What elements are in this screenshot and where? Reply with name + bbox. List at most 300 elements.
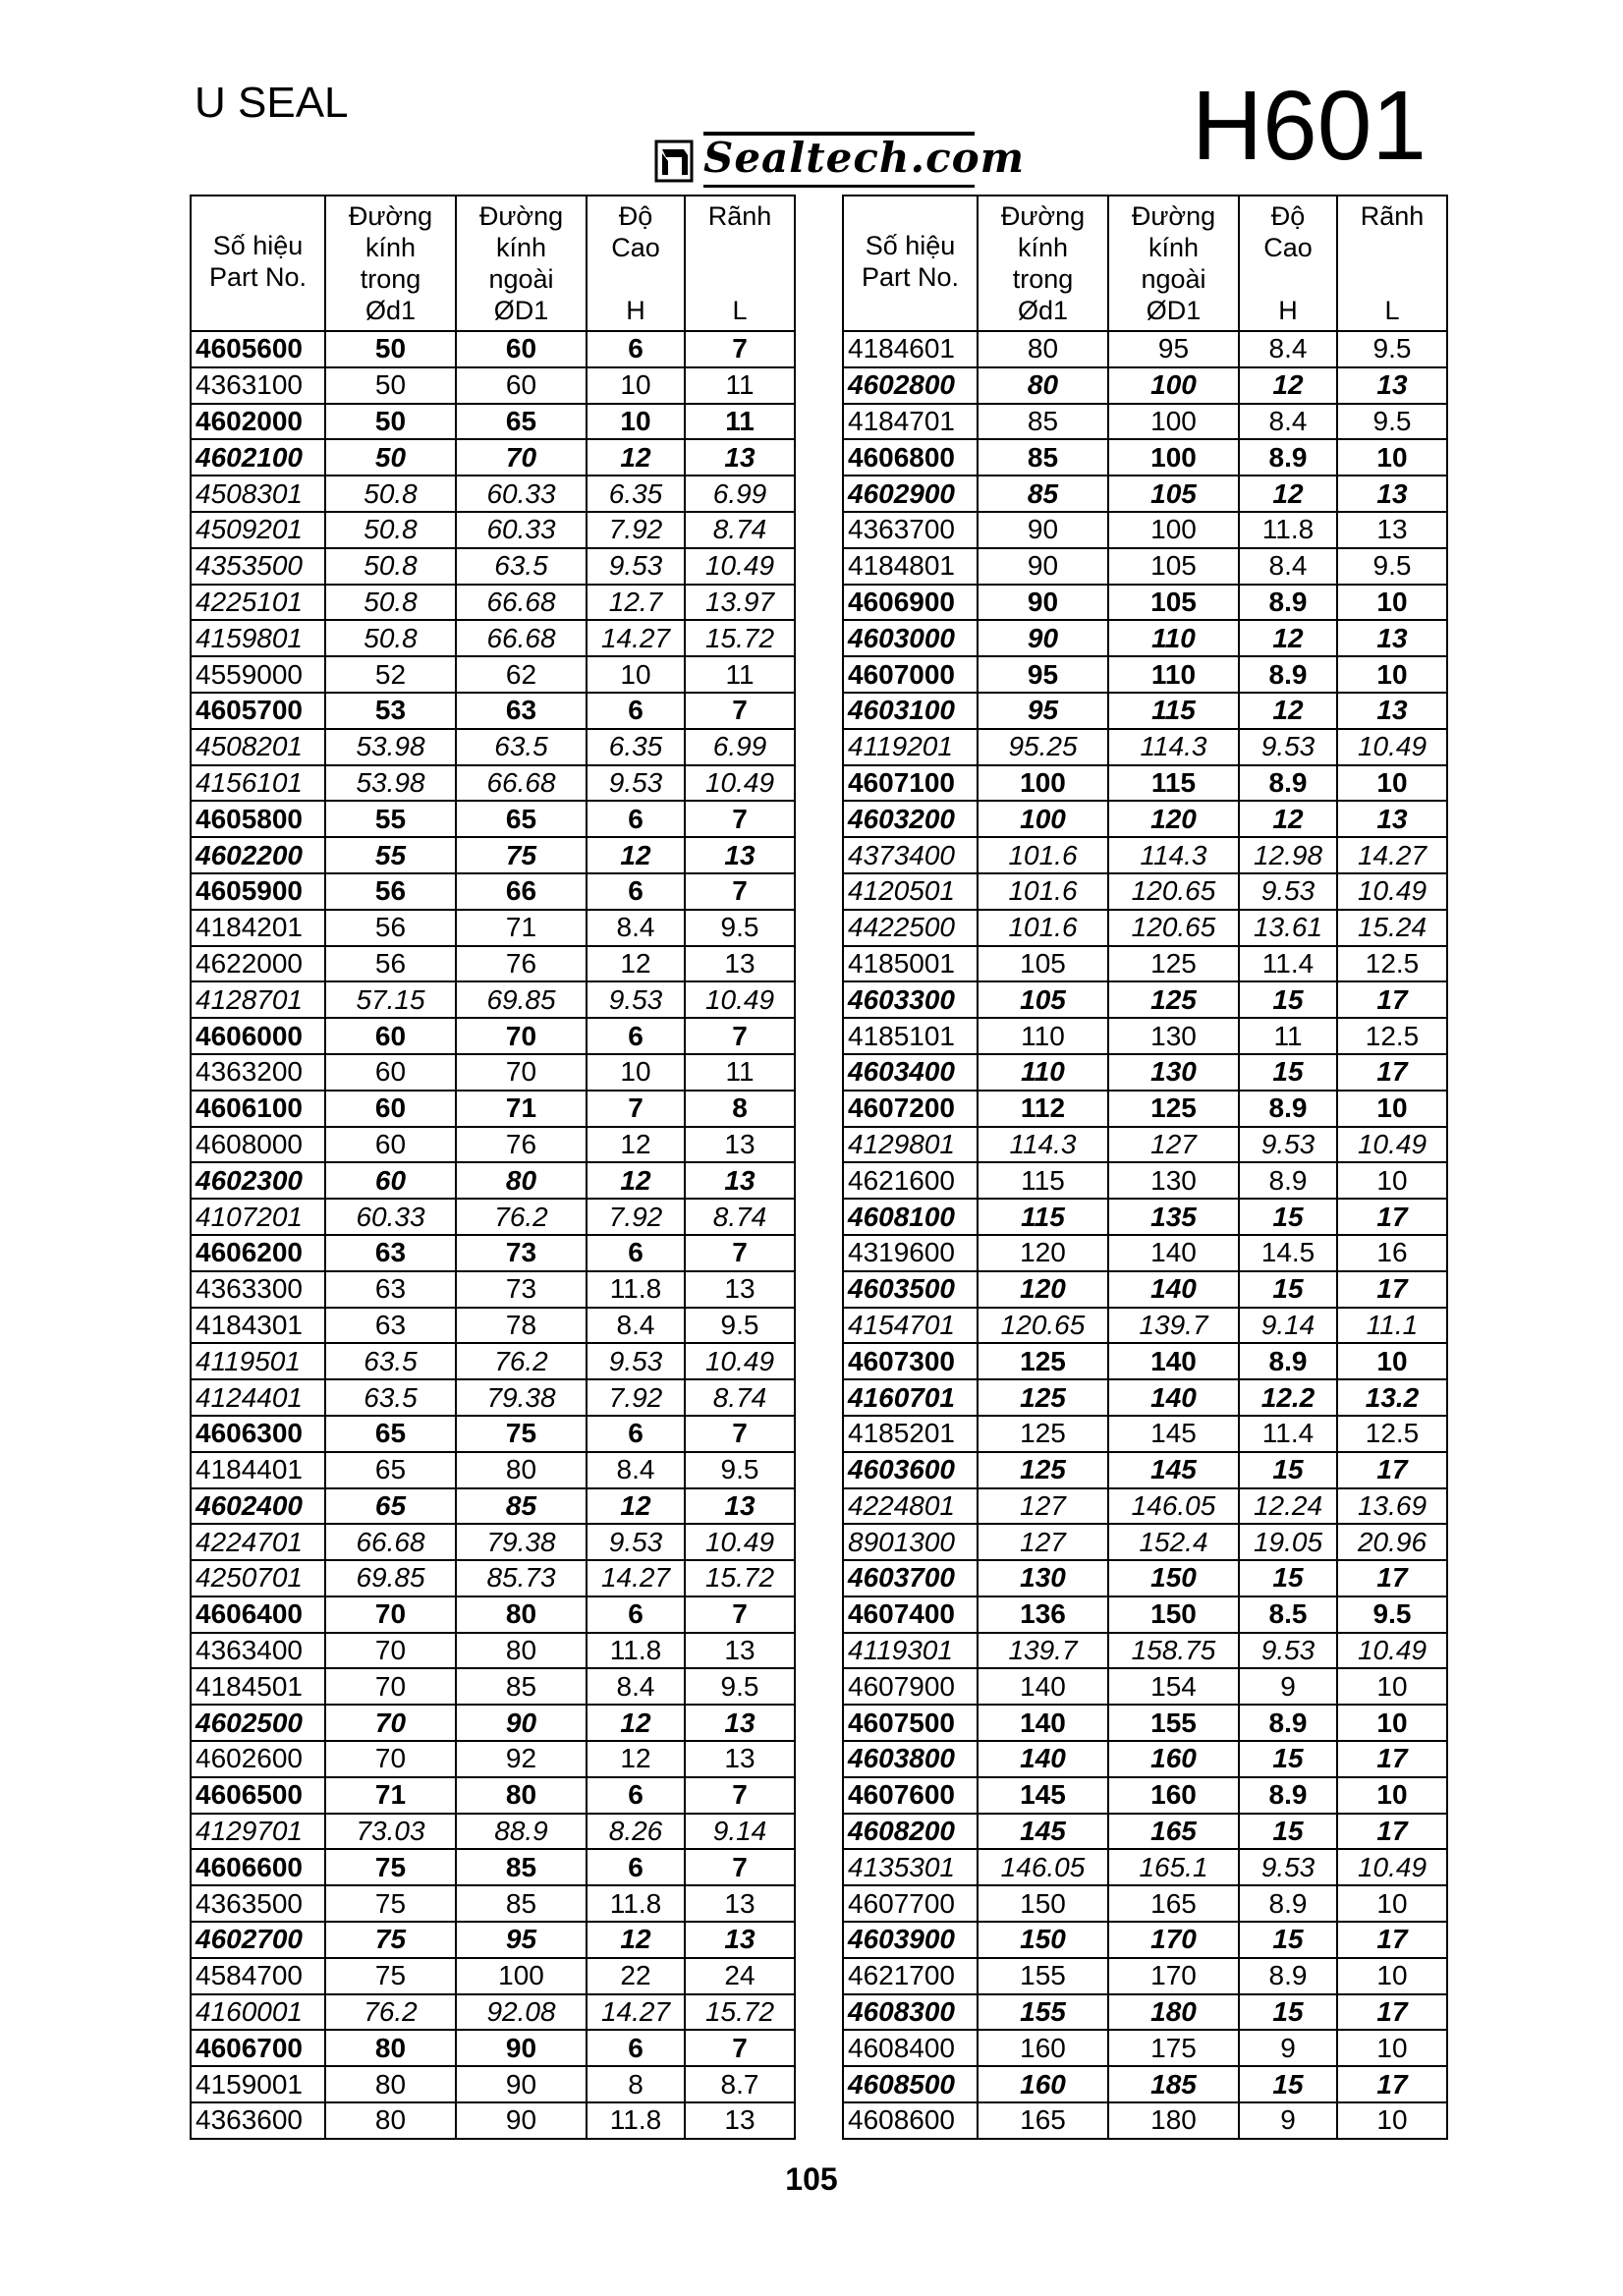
- height-cell: 8.4: [587, 1668, 685, 1705]
- table-row: [191, 1271, 795, 1308]
- height-cell: 7.92: [587, 1379, 685, 1416]
- table-row: [191, 1162, 795, 1199]
- table-row: [843, 729, 1447, 765]
- table-row: [191, 620, 795, 656]
- inner-diameter-cell: 76.2: [325, 1994, 456, 2031]
- part-no-cell: 4129801: [843, 1127, 978, 1163]
- inner-diameter-cell: 90: [978, 620, 1108, 656]
- part-no-cell: 4603700: [843, 1560, 978, 1596]
- height-cell: 8.9: [1239, 1885, 1337, 1922]
- groove-cell: 8.74: [685, 1199, 795, 1235]
- table-row: [843, 1849, 1447, 1885]
- height-cell: 12: [587, 837, 685, 873]
- inner-diameter-cell: 65: [325, 1416, 456, 1452]
- logo-rule-bottom: [703, 185, 975, 188]
- groove-cell: 13: [685, 1271, 795, 1308]
- product-code: H601: [1191, 71, 1427, 181]
- part-no-cell: 4602800: [843, 367, 978, 404]
- table-row: [191, 1596, 795, 1633]
- groove-cell: 12.5: [1337, 946, 1447, 982]
- height-cell: 8.9: [1239, 1777, 1337, 1814]
- height-cell: 6: [587, 331, 685, 367]
- outer-diameter-cell: 85: [456, 1885, 587, 1922]
- height-cell: 10: [587, 404, 685, 440]
- outer-diameter-cell: 100: [1108, 512, 1239, 548]
- part-no-cell: 4608400: [843, 2030, 978, 2066]
- height-cell: 12.7: [587, 585, 685, 621]
- part-no-cell: 4509201: [191, 512, 325, 548]
- part-no-cell: 4184701: [843, 404, 978, 440]
- inner-diameter-cell: 60.33: [325, 1199, 456, 1235]
- part-no-cell: 4508301: [191, 476, 325, 512]
- outer-diameter-cell: 79.38: [456, 1524, 587, 1560]
- part-no-cell: 4363600: [191, 2102, 325, 2139]
- outer-diameter-cell: 120.65: [1108, 873, 1239, 910]
- height-cell: 6: [587, 1777, 685, 1814]
- groove-cell: 9.5: [685, 1308, 795, 1344]
- table-row: [843, 2102, 1447, 2139]
- inner-diameter-cell: 150: [978, 1922, 1108, 1958]
- table-row: [191, 1308, 795, 1344]
- table-row: [843, 1343, 1447, 1379]
- groove-cell: 12.5: [1337, 1416, 1447, 1452]
- table-row: [843, 1560, 1447, 1596]
- table-body-left: [191, 331, 795, 2139]
- inner-diameter-cell: 50.8: [325, 585, 456, 621]
- inner-diameter-cell: 120: [978, 1235, 1108, 1271]
- outer-diameter-cell: 150: [1108, 1560, 1239, 1596]
- height-cell: 6.35: [587, 729, 685, 765]
- outer-diameter-cell: 170: [1108, 1958, 1239, 1994]
- table-row: [843, 910, 1447, 946]
- inner-diameter-cell: 63.5: [325, 1379, 456, 1416]
- table-row: [843, 1127, 1447, 1163]
- outer-diameter-cell: 73: [456, 1271, 587, 1308]
- height-cell: 9.53: [1239, 1849, 1337, 1885]
- height-cell: 11.8: [587, 1271, 685, 1308]
- part-no-cell: 4606900: [843, 585, 978, 621]
- groove-cell: 13: [685, 837, 795, 873]
- inner-diameter-cell: 50.8: [325, 548, 456, 585]
- height-cell: 8.9: [1239, 656, 1337, 693]
- part-no-cell: 4602600: [191, 1741, 325, 1777]
- part-no-cell: 4119201: [843, 729, 978, 765]
- height-cell: 8.9: [1239, 585, 1337, 621]
- header-outer-diameter: Đường kính ngoài ØD1: [456, 196, 587, 331]
- height-cell: 14.5: [1239, 1235, 1337, 1271]
- header-groove: Rãnh L: [685, 196, 795, 331]
- groove-cell: 6.99: [685, 729, 795, 765]
- table-row: [843, 548, 1447, 585]
- part-no-cell: 4602500: [191, 1705, 325, 1741]
- inner-diameter-cell: 56: [325, 946, 456, 982]
- table-row: [191, 1091, 795, 1127]
- table-row: [843, 1885, 1447, 1922]
- outer-diameter-cell: 105: [1108, 585, 1239, 621]
- table-row: [191, 1741, 795, 1777]
- part-no-cell: 4602400: [191, 1488, 325, 1525]
- inner-diameter-cell: 140: [978, 1668, 1108, 1705]
- part-no-cell: 4185001: [843, 946, 978, 982]
- inner-diameter-cell: 110: [978, 1054, 1108, 1091]
- inner-diameter-cell: 75: [325, 1849, 456, 1885]
- height-cell: 8.4: [1239, 331, 1337, 367]
- part-no-cell: 4603600: [843, 1452, 978, 1488]
- part-no-cell: 4603800: [843, 1741, 978, 1777]
- groove-cell: 10: [1337, 1343, 1447, 1379]
- part-no-cell: 4607600: [843, 1777, 978, 1814]
- outer-diameter-cell: 100: [456, 1958, 587, 1994]
- inner-diameter-cell: 80: [325, 2030, 456, 2066]
- inner-diameter-cell: 53.98: [325, 729, 456, 765]
- table-row: [191, 1633, 795, 1669]
- inner-diameter-cell: 80: [978, 331, 1108, 367]
- table-row: [843, 656, 1447, 693]
- height-cell: 8.9: [1239, 1162, 1337, 1199]
- groove-cell: 13: [1337, 693, 1447, 729]
- table-row: [843, 765, 1447, 802]
- groove-cell: 11: [685, 1054, 795, 1091]
- groove-cell: 17: [1337, 2066, 1447, 2102]
- table-row: [191, 1018, 795, 1054]
- height-cell: 6.35: [587, 476, 685, 512]
- height-cell: 10: [587, 656, 685, 693]
- part-no-cell: 4160701: [843, 1379, 978, 1416]
- height-cell: 7: [587, 1091, 685, 1127]
- inner-diameter-cell: 63: [325, 1235, 456, 1271]
- groove-cell: 11: [685, 404, 795, 440]
- groove-cell: 10: [1337, 1777, 1447, 1814]
- height-cell: 12.2: [1239, 1379, 1337, 1416]
- groove-cell: 7: [685, 331, 795, 367]
- outer-diameter-cell: 65: [456, 801, 587, 837]
- table-row: [843, 1524, 1447, 1560]
- height-cell: 8.5: [1239, 1596, 1337, 1633]
- groove-cell: 10.49: [685, 1524, 795, 1560]
- inner-diameter-cell: 155: [978, 1958, 1108, 1994]
- outer-diameter-cell: 85: [456, 1849, 587, 1885]
- part-no-cell: 4603100: [843, 693, 978, 729]
- outer-diameter-cell: 175: [1108, 2030, 1239, 2066]
- sealtech-logo: [654, 132, 1026, 189]
- part-no-cell: 4225101: [191, 585, 325, 621]
- height-cell: 6: [587, 1849, 685, 1885]
- part-no-cell: 4603000: [843, 620, 978, 656]
- table-row: [191, 981, 795, 1018]
- outer-diameter-cell: 140: [1108, 1271, 1239, 1308]
- height-cell: 6: [587, 1416, 685, 1452]
- groove-cell: 13: [1337, 801, 1447, 837]
- inner-diameter-cell: 70: [325, 1741, 456, 1777]
- outer-diameter-cell: 78: [456, 1308, 587, 1344]
- inner-diameter-cell: 160: [978, 2066, 1108, 2102]
- height-cell: 12: [587, 1922, 685, 1958]
- inner-diameter-cell: 85: [978, 404, 1108, 440]
- table-row: [191, 1054, 795, 1091]
- table-row: [843, 1488, 1447, 1525]
- outer-diameter-cell: 66.68: [456, 585, 587, 621]
- part-no-cell: 4602100: [191, 439, 325, 476]
- outer-diameter-cell: 130: [1108, 1162, 1239, 1199]
- outer-diameter-cell: 79.38: [456, 1379, 587, 1416]
- header-height: Độ Cao H: [587, 196, 685, 331]
- part-no-cell: 4608500: [843, 2066, 978, 2102]
- outer-diameter-cell: 146.05: [1108, 1488, 1239, 1525]
- inner-diameter-cell: 85: [978, 439, 1108, 476]
- table-row: [843, 1596, 1447, 1633]
- page-title: U SEAL: [195, 79, 349, 127]
- inner-diameter-cell: 75: [325, 1922, 456, 1958]
- table-row: [191, 512, 795, 548]
- outer-diameter-cell: 130: [1108, 1054, 1239, 1091]
- height-cell: 12.98: [1239, 837, 1337, 873]
- height-cell: 6: [587, 2030, 685, 2066]
- height-cell: 12: [587, 1162, 685, 1199]
- outer-diameter-cell: 185: [1108, 2066, 1239, 2102]
- inner-diameter-cell: 53.98: [325, 765, 456, 802]
- table-row: [843, 2066, 1447, 2102]
- height-cell: 6: [587, 693, 685, 729]
- inner-diameter-cell: 80: [325, 2066, 456, 2102]
- outer-diameter-cell: 76.2: [456, 1343, 587, 1379]
- height-cell: 15: [1239, 1814, 1337, 1850]
- height-cell: 22: [587, 1958, 685, 1994]
- inner-diameter-cell: 56: [325, 873, 456, 910]
- header-part-no: Số hiệu Part No.: [191, 196, 325, 331]
- part-no-cell: 4184201: [191, 910, 325, 946]
- table-row: [843, 1741, 1447, 1777]
- outer-diameter-cell: 120: [1108, 801, 1239, 837]
- outer-diameter-cell: 120.65: [1108, 910, 1239, 946]
- table-row: [191, 439, 795, 476]
- groove-cell: 13: [1337, 620, 1447, 656]
- groove-cell: 13: [685, 1127, 795, 1163]
- height-cell: 15: [1239, 1199, 1337, 1235]
- height-cell: 6: [587, 1596, 685, 1633]
- groove-cell: 7: [685, 1416, 795, 1452]
- part-no-cell: 4185201: [843, 1416, 978, 1452]
- part-no-cell: 4607300: [843, 1343, 978, 1379]
- part-no-cell: 4184801: [843, 548, 978, 585]
- table-row: [191, 331, 795, 367]
- groove-cell: 13: [685, 1162, 795, 1199]
- height-cell: 8.9: [1239, 1091, 1337, 1127]
- outer-diameter-cell: 152.4: [1108, 1524, 1239, 1560]
- part-no-cell: 4603200: [843, 801, 978, 837]
- groove-cell: 9.5: [1337, 404, 1447, 440]
- part-no-cell: 4559000: [191, 656, 325, 693]
- inner-diameter-cell: 66.68: [325, 1524, 456, 1560]
- table-row: [843, 1271, 1447, 1308]
- part-no-cell: 4603500: [843, 1271, 978, 1308]
- groove-cell: 10: [1337, 1885, 1447, 1922]
- groove-cell: 13.97: [685, 585, 795, 621]
- outer-diameter-cell: 158.75: [1108, 1633, 1239, 1669]
- height-cell: 9.53: [1239, 729, 1337, 765]
- height-cell: 12: [1239, 620, 1337, 656]
- outer-diameter-cell: 85: [456, 1668, 587, 1705]
- inner-diameter-cell: 56: [325, 910, 456, 946]
- inner-diameter-cell: 65: [325, 1488, 456, 1525]
- groove-cell: 7: [685, 1235, 795, 1271]
- groove-cell: 10: [1337, 765, 1447, 802]
- outer-diameter-cell: 66.68: [456, 765, 587, 802]
- table-row: [843, 512, 1447, 548]
- outer-diameter-cell: 60.33: [456, 512, 587, 548]
- inner-diameter-cell: 50: [325, 367, 456, 404]
- groove-cell: 20.96: [1337, 1524, 1447, 1560]
- groove-cell: 15.72: [685, 1560, 795, 1596]
- outer-diameter-cell: 125: [1108, 981, 1239, 1018]
- inner-diameter-cell: 95: [978, 656, 1108, 693]
- height-cell: 9.53: [587, 981, 685, 1018]
- outer-diameter-cell: 85.73: [456, 1560, 587, 1596]
- outer-diameter-cell: 80: [456, 1162, 587, 1199]
- groove-cell: 15.72: [685, 1994, 795, 2031]
- table-row: [191, 367, 795, 404]
- table-row: [191, 2102, 795, 2139]
- inner-diameter-cell: 90: [978, 585, 1108, 621]
- part-no-cell: 4373400: [843, 837, 978, 873]
- inner-diameter-cell: 50.8: [325, 512, 456, 548]
- groove-cell: 13: [685, 1633, 795, 1669]
- outer-diameter-cell: 75: [456, 1416, 587, 1452]
- inner-diameter-cell: 130: [978, 1560, 1108, 1596]
- table-row: [191, 910, 795, 946]
- outer-diameter-cell: 140: [1108, 1235, 1239, 1271]
- height-cell: 15: [1239, 1054, 1337, 1091]
- part-no-cell: 4184601: [843, 331, 978, 367]
- table-row: [191, 1560, 795, 1596]
- outer-diameter-cell: 125: [1108, 946, 1239, 982]
- groove-cell: 17: [1337, 1560, 1447, 1596]
- table-row: [843, 1162, 1447, 1199]
- outer-diameter-cell: 180: [1108, 1994, 1239, 2031]
- height-cell: 9.53: [587, 1524, 685, 1560]
- inner-diameter-cell: 57.15: [325, 981, 456, 1018]
- height-cell: 7.92: [587, 512, 685, 548]
- table-row: [191, 946, 795, 982]
- outer-diameter-cell: 65: [456, 404, 587, 440]
- outer-diameter-cell: 90: [456, 2066, 587, 2102]
- part-no-cell: 4363100: [191, 367, 325, 404]
- height-cell: 9.53: [587, 548, 685, 585]
- table-row: [843, 873, 1447, 910]
- groove-cell: 9.5: [685, 1452, 795, 1488]
- groove-cell: 7: [685, 1018, 795, 1054]
- groove-cell: 10.49: [1337, 1849, 1447, 1885]
- groove-cell: 9.5: [1337, 331, 1447, 367]
- table-row: [191, 1885, 795, 1922]
- table-row: [843, 946, 1447, 982]
- table-row: [191, 873, 795, 910]
- height-cell: 8.9: [1239, 1958, 1337, 1994]
- outer-diameter-cell: 76: [456, 1127, 587, 1163]
- table-header: [843, 196, 1447, 331]
- part-no-cell: 4159001: [191, 2066, 325, 2102]
- inner-diameter-cell: 52: [325, 656, 456, 693]
- groove-cell: 8.74: [685, 512, 795, 548]
- inner-diameter-cell: 90: [978, 548, 1108, 585]
- table-row: [843, 1633, 1447, 1669]
- height-cell: 9.14: [1239, 1308, 1337, 1344]
- groove-cell: 10.49: [1337, 873, 1447, 910]
- table-row: [191, 1994, 795, 2031]
- part-no-cell: 4606400: [191, 1596, 325, 1633]
- inner-diameter-cell: 125: [978, 1379, 1108, 1416]
- inner-diameter-cell: 63: [325, 1271, 456, 1308]
- outer-diameter-cell: 100: [1108, 439, 1239, 476]
- height-cell: 7.92: [587, 1199, 685, 1235]
- part-no-cell: 4602200: [191, 837, 325, 873]
- table-row: [191, 1416, 795, 1452]
- part-no-cell: 4621700: [843, 1958, 978, 1994]
- height-cell: 9: [1239, 2102, 1337, 2139]
- outer-diameter-cell: 114.3: [1108, 729, 1239, 765]
- table-row: [191, 693, 795, 729]
- inner-diameter-cell: 155: [978, 1994, 1108, 2031]
- outer-diameter-cell: 100: [1108, 404, 1239, 440]
- outer-diameter-cell: 110: [1108, 656, 1239, 693]
- groove-cell: 13.2: [1337, 1379, 1447, 1416]
- groove-cell: 10: [1337, 656, 1447, 693]
- part-no-cell: 4607900: [843, 1668, 978, 1705]
- height-cell: 12.24: [1239, 1488, 1337, 1525]
- inner-diameter-cell: 70: [325, 1705, 456, 1741]
- seal-table-left: [190, 195, 796, 2140]
- table-row: [843, 1308, 1447, 1344]
- part-no-cell: 4363200: [191, 1054, 325, 1091]
- table-row: [191, 585, 795, 621]
- inner-diameter-cell: 120: [978, 1271, 1108, 1308]
- groove-cell: 13.69: [1337, 1488, 1447, 1525]
- part-no-cell: 4606100: [191, 1091, 325, 1127]
- inner-diameter-cell: 136: [978, 1596, 1108, 1633]
- groove-cell: 9.5: [1337, 548, 1447, 585]
- part-no-cell: 4250701: [191, 1560, 325, 1596]
- height-cell: 8.4: [587, 1308, 685, 1344]
- table-row: [191, 1488, 795, 1525]
- outer-diameter-cell: 170: [1108, 1922, 1239, 1958]
- outer-diameter-cell: 76.2: [456, 1199, 587, 1235]
- part-no-cell: 4184401: [191, 1452, 325, 1488]
- table-row: [843, 331, 1447, 367]
- part-no-cell: 4120501: [843, 873, 978, 910]
- groove-cell: 10: [1337, 2030, 1447, 2066]
- outer-diameter-cell: 88.9: [456, 1814, 587, 1850]
- outer-diameter-cell: 105: [1108, 476, 1239, 512]
- table-row: [191, 765, 795, 802]
- outer-diameter-cell: 90: [456, 2030, 587, 2066]
- part-no-cell: 4184301: [191, 1308, 325, 1344]
- inner-diameter-cell: 101.6: [978, 910, 1108, 946]
- outer-diameter-cell: 140: [1108, 1343, 1239, 1379]
- part-no-cell: 4607400: [843, 1596, 978, 1633]
- part-no-cell: 4363300: [191, 1271, 325, 1308]
- table-row: [843, 1668, 1447, 1705]
- inner-diameter-cell: 120.65: [978, 1308, 1108, 1344]
- height-cell: 11.4: [1239, 1416, 1337, 1452]
- groove-cell: 8: [685, 1091, 795, 1127]
- height-cell: 11: [1239, 1018, 1337, 1054]
- part-no-cell: 4107201: [191, 1199, 325, 1235]
- part-no-cell: 4319600: [843, 1235, 978, 1271]
- part-no-cell: 4607500: [843, 1705, 978, 1741]
- header-inner-diameter: Đường kính trong Ød1: [978, 196, 1108, 331]
- height-cell: 12: [1239, 801, 1337, 837]
- outer-diameter-cell: 150: [1108, 1596, 1239, 1633]
- part-no-cell: 4363700: [843, 512, 978, 548]
